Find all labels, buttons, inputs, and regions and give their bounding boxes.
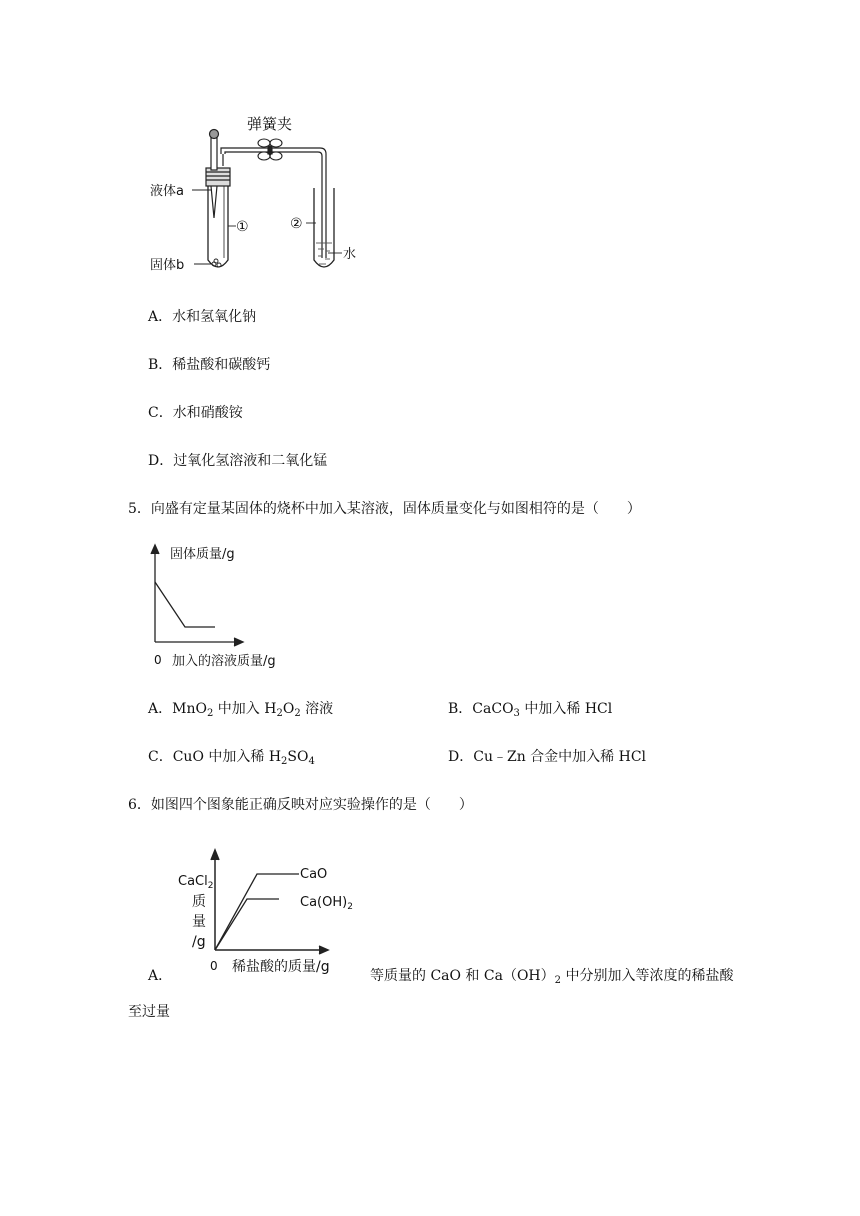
option-letter: A．	[148, 309, 173, 325]
spring-clip	[258, 139, 282, 160]
apparatus-figure	[140, 108, 370, 280]
q6-y-label-unit: /g	[192, 934, 206, 950]
tube2-label: ②	[290, 216, 303, 232]
water-fill	[316, 243, 332, 264]
q5-stem: 5．向盛有定量某固体的烧杯中加入某溶液，固体质量变化与如图相符的是（ ）	[128, 501, 641, 517]
option-text: O	[282, 701, 295, 717]
q6-series-cao-line	[215, 874, 299, 950]
subscript: 2	[206, 708, 214, 719]
option-text: CuO 中加入稀 H	[172, 749, 282, 765]
q4-option-a	[148, 306, 256, 326]
option-text: 溶液	[300, 701, 334, 717]
q5-y-axis-label: 固体质量/g	[170, 547, 235, 562]
q4-option-b	[148, 354, 270, 374]
option-letter: B．	[448, 701, 473, 717]
option-text: 中分别加入等浓度的稀盐酸	[561, 968, 734, 984]
label-leaders	[192, 190, 342, 264]
q6-chart	[170, 840, 360, 980]
q5-chart	[140, 540, 290, 672]
option-text: CaCO	[472, 701, 514, 717]
q4-option-c	[148, 402, 243, 422]
q5-option-c	[148, 746, 315, 767]
subscript: 2	[554, 975, 562, 986]
solid-b-label: 固体b	[150, 258, 185, 273]
q6-y-label-liang: 量	[192, 914, 206, 930]
stopper-dropper	[206, 130, 230, 219]
option-text: SO	[287, 749, 309, 765]
q4-option-d	[148, 450, 327, 470]
subscript: 4	[308, 756, 315, 767]
q6-option-a-text	[370, 965, 733, 986]
clip-label: 弹簧夹	[247, 115, 293, 133]
q6-option-a-letter: A．	[148, 968, 173, 984]
option-text: 水和硝酸铵	[172, 405, 243, 421]
solid-b	[212, 259, 221, 267]
liquid-a-label: 液体a	[150, 184, 184, 199]
q6-y-label-compound: CaCl$_2$	[178, 874, 214, 891]
q5-series-line	[155, 582, 215, 627]
option-letter: D．	[148, 453, 174, 469]
subscript: 2	[294, 708, 301, 719]
q5-option-a	[148, 698, 333, 719]
connecting-tube	[221, 148, 326, 258]
option-letter: B．	[148, 357, 173, 373]
option-text: Cu﹣Zn 合金中加入稀 HCl	[473, 749, 647, 765]
q6-option-a-continuation: 至过量	[128, 1004, 170, 1020]
q6-origin-label: 0	[210, 959, 218, 973]
option-letter: A．	[148, 701, 173, 717]
option-text: MnO	[172, 701, 207, 717]
water-label: 水	[343, 247, 357, 262]
option-letter: C．	[148, 749, 173, 765]
option-letter: D．	[448, 749, 474, 765]
q6-y-label-zhi: 质	[192, 894, 206, 910]
option-text: 等质量的 CaO 和 Ca（OH）	[370, 968, 555, 984]
q6-series-cao-label: CaO	[300, 867, 328, 882]
q5-option-d	[448, 746, 646, 766]
q6-series-caoh2-line	[215, 899, 279, 950]
tube1-label: ①	[236, 219, 249, 235]
option-text: 水和氢氧化钠	[172, 309, 257, 325]
test-tube-2	[314, 188, 334, 267]
q5-option-b	[448, 698, 612, 719]
subscript: 2	[276, 708, 283, 719]
subscript: 2	[281, 756, 288, 767]
q6-stem: 6．如图四个图象能正确反映对应实验操作的是（ ）	[128, 797, 473, 813]
option-text: 中加入稀 HCl	[519, 701, 613, 717]
subscript: 3	[513, 708, 520, 719]
option-text: 过氧化氢溶液和二氧化锰	[173, 453, 328, 469]
option-letter: C．	[148, 405, 173, 421]
q5-origin-label: 0	[154, 653, 162, 667]
q6-series-caoh2-label: $Ca(OH)_2$	[300, 895, 353, 912]
option-text: 中加入 H	[213, 701, 277, 717]
option-text: 稀盐酸和碳酸钙	[172, 357, 271, 373]
q6-x-axis-label: 稀盐酸的质量/g	[232, 959, 330, 975]
q5-x-axis-label: 加入的溶液质量/g	[172, 654, 276, 669]
